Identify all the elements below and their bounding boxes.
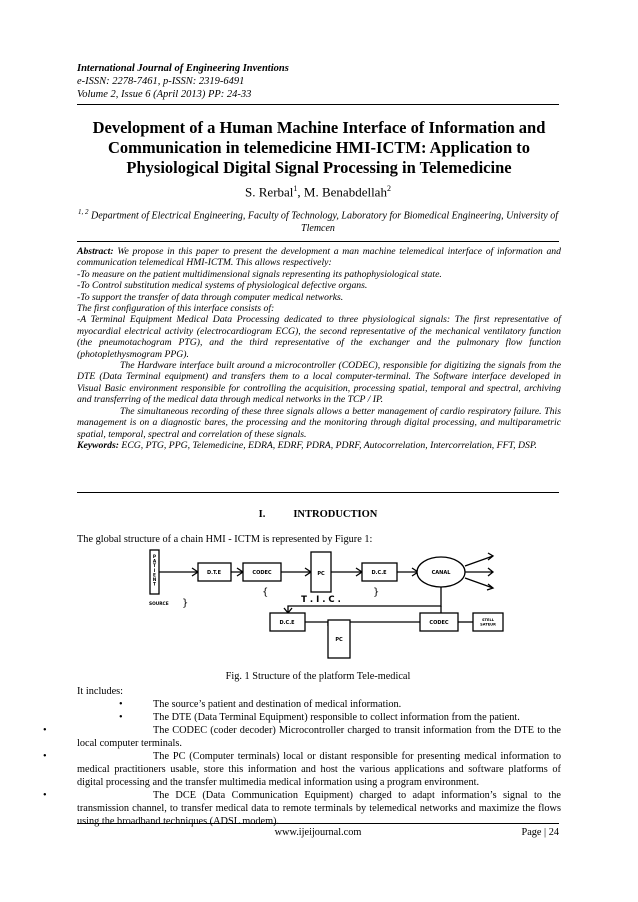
bullet-item xyxy=(43,750,561,789)
codec-label-top: CODEC xyxy=(252,570,272,576)
arrow-dce-pc-bottom xyxy=(305,622,328,626)
arrow-patient-dte xyxy=(159,568,198,576)
intro-text: The global structure of a chain HMI - ICTM is represented by Figure 1: xyxy=(77,534,373,545)
arrow-pc-dce xyxy=(331,568,362,576)
paper-title: Development of a Human Machine Interface of Information and Communication in telemedicine HMI-ICTM: Application to Physiological Digital Signal Processing in Telemedicine xyxy=(92,118,546,177)
affiliation-text: Department of Electrical Engineering, Faculty of Technology, Laboratory for Biomedical Engineering, University of Tlemcen xyxy=(90,210,559,234)
arrow-dte-codec xyxy=(231,568,243,576)
footer-url[interactable]: www.ijeijournal.com xyxy=(274,827,362,838)
section-heading xyxy=(77,509,559,520)
keywords: ECG, PTG, PPG, Telemedicine, EDRA, EDRF, PDRA, PDRF, Autocorrelation, Intercorrelation, FFT, DSP. xyxy=(121,439,537,451)
patient-label: P A T I E N T xyxy=(152,555,157,588)
dte-label: D.T.E xyxy=(206,570,222,576)
bullet-icon: • xyxy=(43,725,47,736)
tic-brace-right: } xyxy=(373,587,380,598)
bullet-text-2: The DTE (Data Terminal Equipment) responsible to collect information from the patient. xyxy=(153,712,520,723)
header-rule xyxy=(77,104,559,105)
figure-1-diagram xyxy=(148,548,568,660)
affiliation xyxy=(77,206,559,235)
includes-text: It includes: xyxy=(77,686,124,697)
bullet-icon: • xyxy=(43,790,47,801)
bullet-item xyxy=(77,698,561,711)
author-2: M. Benabdellah xyxy=(303,184,387,200)
dce-label-top: D.C.E xyxy=(371,570,387,576)
abstract-p2: The Hardware interface built around a microcontroller (CODEC), responsible for digitizing the signals from the DTE (Data Terminal equipment) and transfers them to a local computer-terminal. The Software interface developed in Visual Basic environment responsible for controlling the acquisition, processing spatial, temporal and spectral, archiving and transferring of the medical data through medical networks in the TCP / IP. xyxy=(77,360,561,406)
arrow-dce-canal xyxy=(397,568,418,576)
author-1-sup: 1 xyxy=(293,184,298,193)
satellite-label: STELL SATEUR xyxy=(480,618,496,627)
codec-label-bottom: CODEC xyxy=(429,620,449,626)
bullet-icon: • xyxy=(119,712,123,723)
source-brace: } xyxy=(182,598,189,609)
author-sep: , xyxy=(297,184,304,200)
arrow-codec-pc xyxy=(281,568,311,576)
tic-label: T . I . C . xyxy=(301,595,341,605)
abstract-label: Abstract: xyxy=(77,246,114,257)
abstract-p1: We propose in this paper to present the development a man machine telemedical interface of information and communication telemedical HMI-ICTM. This allows respectively: xyxy=(77,246,561,269)
section-title: INTRODUCTION xyxy=(293,509,378,520)
abstract-l3: -To support the transfer of data through computer medical networks. xyxy=(77,291,344,303)
journal-issn: e-ISSN: 2278-7461, p-ISSN: 2319-6491 xyxy=(77,76,245,87)
canal-label: CANAL xyxy=(431,570,451,576)
abstract-l1: -To measure on the patient multidimensional signals representing its pathophysiological state. xyxy=(77,268,442,280)
author-1: S. Rerbal xyxy=(245,184,294,200)
bullet-item xyxy=(43,724,561,750)
journal-header xyxy=(77,62,289,101)
journal-volume: Volume 2, Issue 6 (April 2013) PP: 24-33 xyxy=(77,89,252,100)
abstract-bottom-rule xyxy=(77,492,559,493)
abstract xyxy=(77,246,561,451)
pc-label-top: PC xyxy=(317,571,325,577)
bullet-text-5: The DCE (Data Communication Equipment) charged to adapt information’s signal to the transmission channel, to transfer medical data to remote terminals by telemedical networks and maximize the flows using the broadband techniques (ADSL modem). xyxy=(77,790,561,827)
bullet-text-3: The CODEC (coder decoder) Microcontroller charged to transit information from the DTE to the local computer terminals. xyxy=(77,725,561,749)
abstract-p3: The simultaneous recording of these three signals allows a better management of cardio respiratory failure. This management is on a diagnostic bares, the processing and the monitoring through digital processing, and multiparametric spatial, temporal, spectral and correlation of these signals. xyxy=(77,405,561,440)
section-number: I. xyxy=(258,509,266,520)
pc-label-bottom: PC xyxy=(335,637,343,643)
tic-brace-left: { xyxy=(262,587,269,598)
keywords-label: Keywords: xyxy=(77,439,119,451)
abstract-top-rule xyxy=(77,241,559,242)
canal-output-arrows xyxy=(465,553,493,590)
source-label: SOURCE xyxy=(149,602,169,607)
authors xyxy=(77,184,559,200)
page-number: Page | 24 xyxy=(521,827,559,838)
bullet-item xyxy=(77,711,561,724)
footer-rule xyxy=(77,823,559,824)
abstract-l4: The first configuration of this interface consists of: xyxy=(77,303,275,315)
bullet-icon: • xyxy=(43,751,47,762)
bullet-text-1: The source’s patient and destination of medical information. xyxy=(153,699,402,710)
bullet-icon: • xyxy=(119,699,123,710)
bullet-text-4: The PC (Computer terminals) local or distant responsible for presenting medical information to medical practitioners usable, store this information and host the various applications and software platforms of digital processing and the transfer multimedia medical information using a program environment. xyxy=(77,751,561,788)
affiliation-sup: 1, 2 xyxy=(77,208,89,216)
figure-caption: Fig. 1 Structure of the platform Tele-medical xyxy=(225,671,411,682)
dce-label-bottom: D.C.E xyxy=(279,620,295,626)
abstract-l5: -A Terminal Equipment Medical Data Processing dedicated to three physiological signals: The first representative of myocardial electrical activity (electrocardiogram ECG), the second representative of the mechanical ventilatory function (the pneumotachogram PTG), and the third representative of the exchanger and the pulmonary flow function (photoplethysmogram PPG). xyxy=(77,314,561,360)
author-2-sup: 2 xyxy=(386,184,391,193)
abstract-l2: -To Control substitution medical systems of physiological defective organs. xyxy=(77,280,368,292)
body-text xyxy=(43,685,561,828)
journal-name: International Journal of Engineering Inventions xyxy=(77,63,289,74)
